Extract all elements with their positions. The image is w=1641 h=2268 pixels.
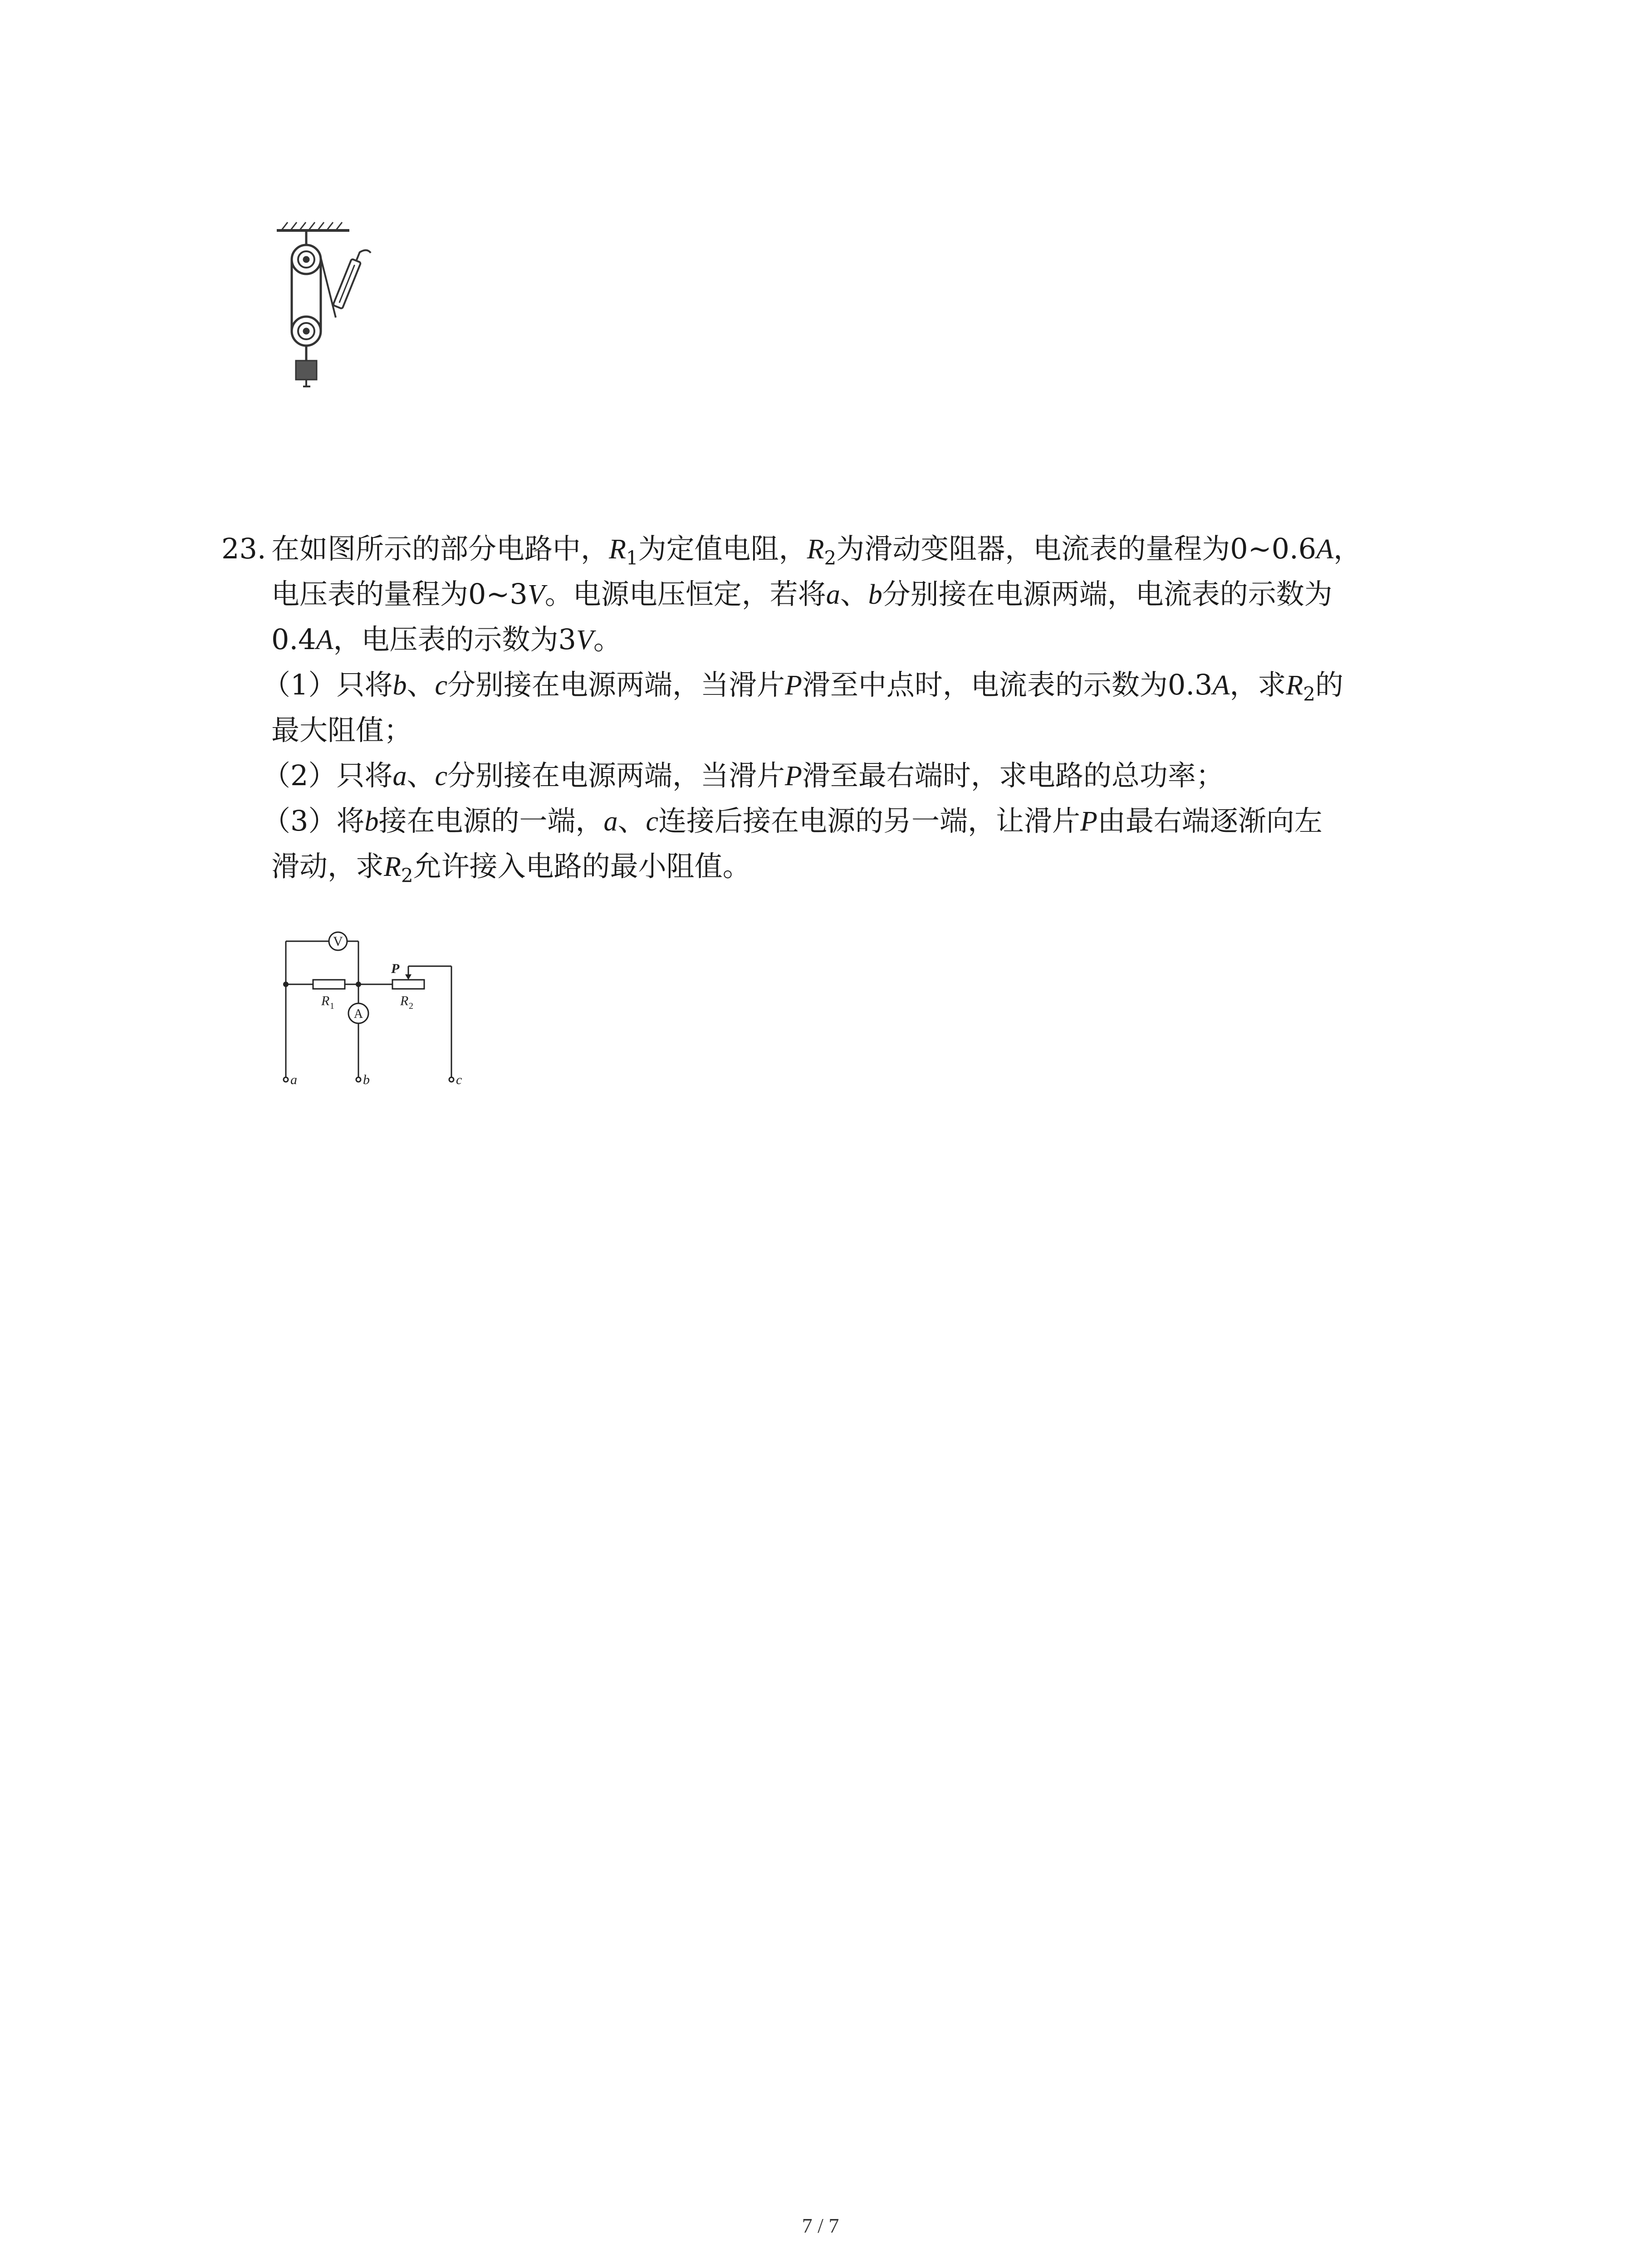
- text-segment: 的: [1315, 668, 1344, 701]
- text-segment: 、: [840, 577, 868, 611]
- var-p: P: [785, 670, 802, 701]
- var-p: P: [785, 761, 802, 792]
- var-r2: R: [807, 534, 824, 565]
- part-2-line-1: [221, 753, 1474, 798]
- text-segment: 分别接在电源两端，当滑片: [447, 668, 785, 701]
- unit-ampere: A: [316, 625, 333, 655]
- terminal-b-label: b: [363, 1072, 370, 1087]
- var-p: P: [1080, 806, 1097, 837]
- var-c: c: [435, 761, 447, 792]
- text-segment: 接在电源的一端，: [378, 804, 604, 837]
- text-segment: 允许接入电路的最小阻值。: [413, 850, 751, 883]
- text-segment: （2）只将: [262, 759, 393, 792]
- text-segment: （3）将: [262, 804, 365, 837]
- r2-label: R: [400, 993, 409, 1008]
- page-number: 7 / 7: [802, 2214, 839, 2237]
- var-b: b: [392, 670, 407, 701]
- var-r2-sub: 2: [1303, 683, 1315, 705]
- var-c: c: [435, 670, 447, 701]
- question-23: [221, 526, 1474, 889]
- text-segment: （1）只将: [262, 668, 393, 701]
- unit-volt: V: [576, 625, 593, 655]
- var-r1-sub: 1: [626, 547, 638, 569]
- r1-sub-label: 1: [330, 1001, 334, 1011]
- question-intro-line-2: [221, 572, 1474, 617]
- text-segment: 为滑动变阻器，电流表的量程为0~0.6: [836, 532, 1317, 565]
- text-segment: 。电源电压恒定，若将: [544, 577, 826, 611]
- var-r1: R: [609, 534, 626, 565]
- var-r2: R: [1286, 670, 1303, 701]
- text-segment: 0.4: [271, 623, 316, 656]
- text-segment: 滑至最右端时，求电路的总功率；: [802, 759, 1224, 792]
- var-r2-sub: 2: [824, 547, 837, 569]
- var-r2-sub: 2: [401, 864, 413, 887]
- text-segment: 。: [593, 623, 622, 656]
- text-segment: ，: [1333, 532, 1362, 565]
- question-number: 23.: [221, 532, 266, 565]
- var-b: b: [364, 806, 379, 837]
- text-segment: 为定值电阻，: [638, 532, 807, 565]
- part-1-line-1: [221, 662, 1474, 708]
- text-segment: 在如图所示的部分电路中，: [271, 532, 609, 565]
- unit-volt: V: [527, 579, 545, 610]
- question-intro-line-1: [221, 526, 1474, 572]
- var-b: b: [868, 579, 882, 610]
- text-segment: 分别接在电源两端，当滑片: [447, 759, 785, 792]
- var-a: a: [392, 761, 407, 792]
- text-segment: 分别接在电源两端，电流表的示数为: [882, 577, 1332, 611]
- r2-sub-label: 2: [409, 1001, 413, 1011]
- terminal-a-label: a: [290, 1072, 297, 1087]
- circuit-diagram: [272, 925, 472, 1089]
- unit-ampere: A: [1212, 670, 1230, 701]
- voltmeter-label: V: [333, 934, 343, 949]
- text-segment: 、: [407, 759, 435, 792]
- text-segment: 最大阻值；: [271, 714, 412, 747]
- question-intro-line-3: [221, 617, 1474, 662]
- pulley-system-figure: [272, 218, 381, 399]
- terminal-c-label: c: [456, 1072, 462, 1087]
- text-segment: 、: [617, 804, 646, 837]
- var-a: a: [603, 806, 618, 837]
- r1-label: R: [321, 993, 330, 1008]
- text-segment: 连接后接在电源的另一端，让滑片: [658, 804, 1081, 837]
- ammeter-label: A: [353, 1007, 363, 1021]
- text-segment: ，电压表的示数为3: [333, 623, 576, 656]
- text-segment: ，求: [1230, 668, 1286, 701]
- part-3-line-1: [221, 798, 1474, 844]
- unit-ampere: A: [1316, 534, 1334, 565]
- part-1-line-2: [221, 708, 1474, 753]
- slider-label: P: [391, 961, 400, 976]
- var-a: a: [826, 579, 840, 610]
- text-segment: 由最右端逐渐向左: [1097, 804, 1323, 837]
- part-3-line-2: [221, 844, 1474, 889]
- var-c: c: [646, 806, 659, 837]
- text-segment: 滑动，求: [271, 850, 384, 883]
- text-segment: 电压表的量程为0~3: [271, 577, 528, 611]
- text-segment: 、: [407, 668, 435, 701]
- var-r2: R: [384, 851, 401, 882]
- text-segment: 滑至中点时，电流表的示数为0.3: [802, 668, 1213, 701]
